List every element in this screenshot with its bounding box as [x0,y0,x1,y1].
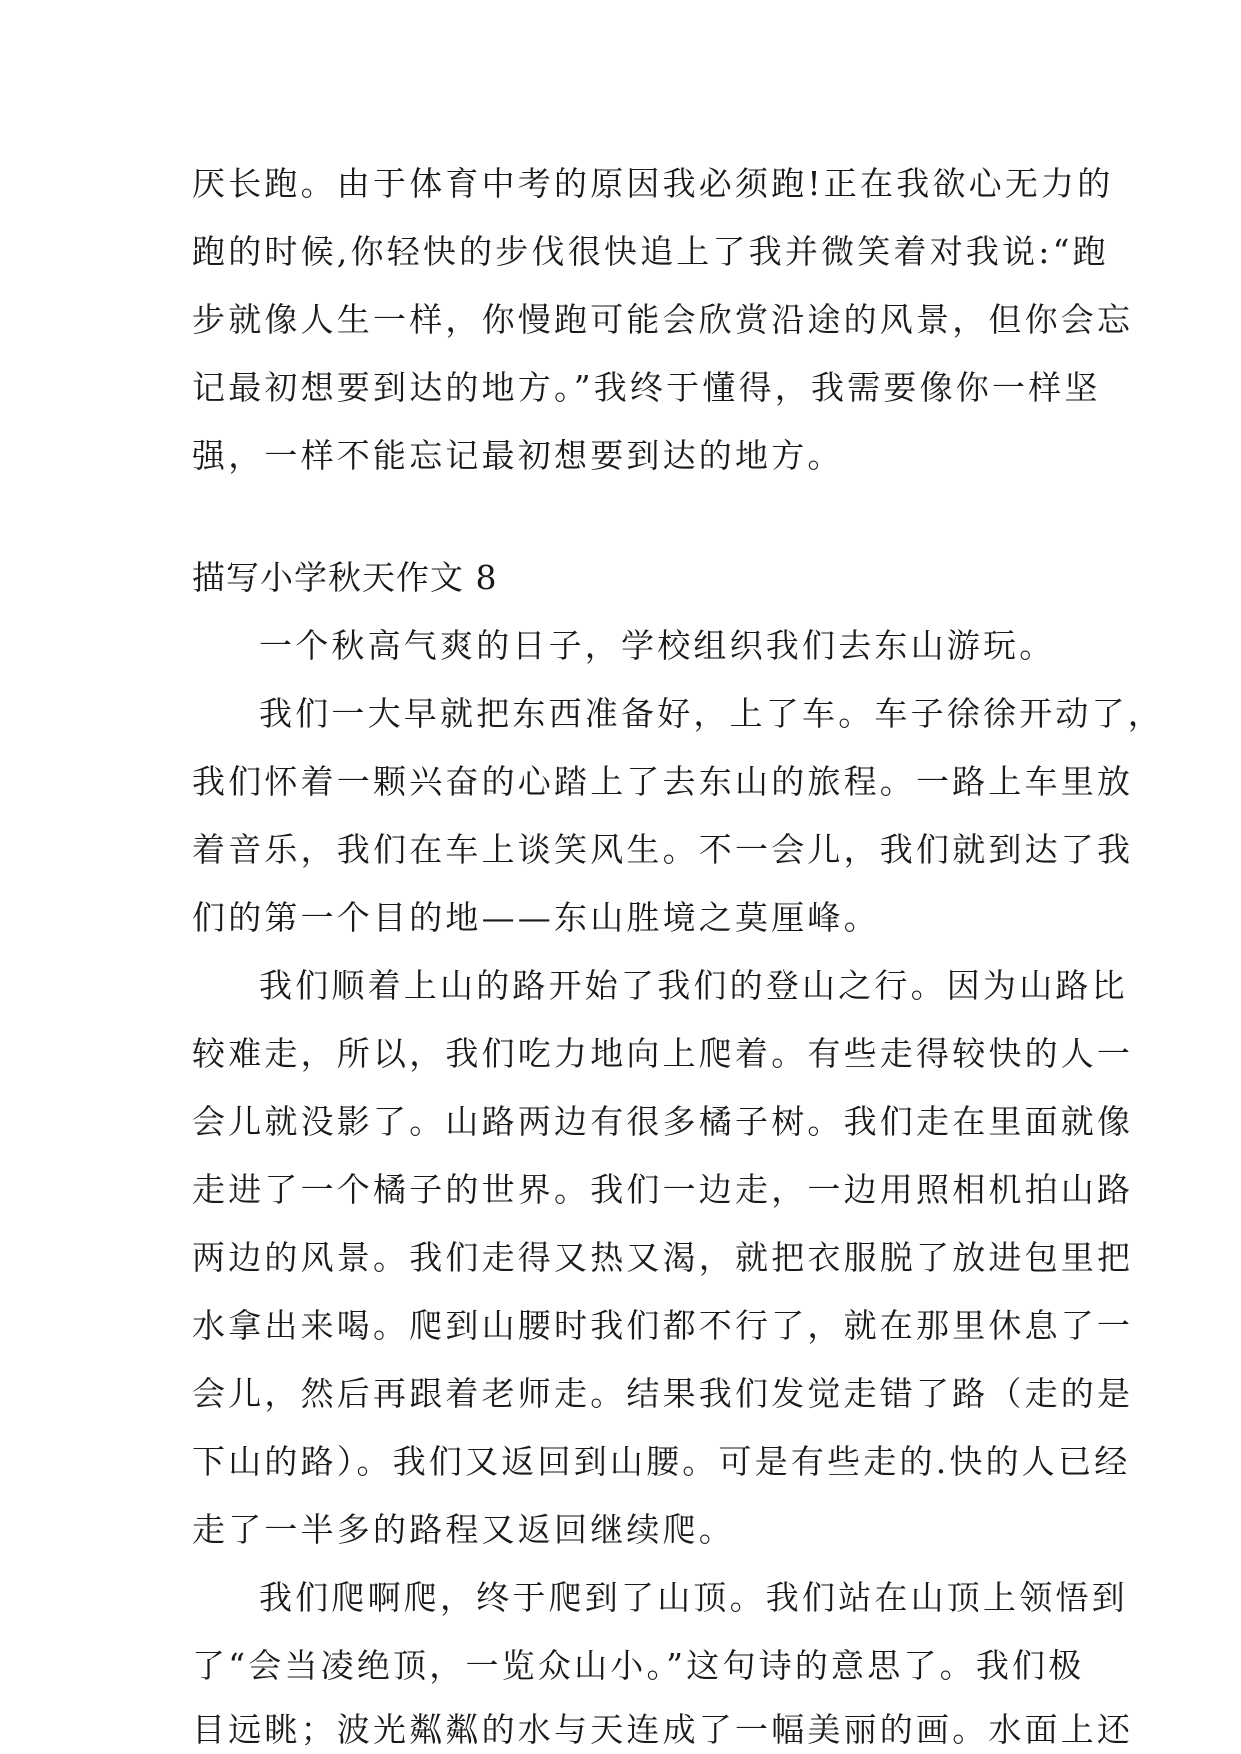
text-line: 两边的风景。我们走得又热又渴，就把衣服脱了放进包里把 [192,1238,1134,1277]
text-line: 跑的时候,你轻快的步伐很快追上了我并微笑着对我说:“跑 [192,232,1109,271]
text-line: 会儿就没影了。山路两边有很多橘子树。我们走在里面就像 [192,1102,1134,1141]
text-line: 们的第一个目的地——东山胜境之莫厘峰。 [192,898,880,937]
text-line: 步就像人生一样，你慢跑可能会欣赏沿途的风景，但你会忘 [192,300,1134,339]
text-line: 我们怀着一颗兴奋的心踏上了去东山的旅程。一路上车里放 [192,762,1134,801]
text-line: 我们爬啊爬，终于爬到了山顶。我们站在山顶上领悟到 [259,1578,1128,1617]
text-line: 了“会当凌绝顶，一览众山小。”这句诗的意思了。我们极 [192,1646,1085,1685]
text-line: 下山的路）。我们又返回到山腰。可是有些走的.快的人已经 [192,1442,1131,1481]
text-line: 记最初想要到达的地方。”我终于懂得，我需要像你一样坚 [192,368,1101,407]
text-line: 一个秋高气爽的日子，学校组织我们去东山游玩。 [259,626,1056,665]
text-line: 目远眺；波光粼粼的水与天连成了一幅美丽的画。水面上还 [192,1710,1134,1749]
text-line: 走进了一个橘子的世界。我们一边走，一边用照相机拍山路 [192,1170,1134,1209]
text-line: 强，一样不能忘记最初想要到达的地方。 [192,436,844,475]
text-line: 我们顺着上山的路开始了我们的登山之行。因为山路比 [259,966,1128,1005]
text-line: 会儿，然后再跟着老师走。结果我们发觉走错了路（走的是 [192,1374,1134,1413]
text-line: 我们一大早就把东西准备好，上了车。车子徐徐开动了， [259,694,1164,733]
text-line: 厌长跑。由于体育中考的原因我必须跑!正在我欲心无力的 [192,164,1114,203]
text-line: 着音乐，我们在车上谈笑风生。不一会儿，我们就到达了我 [192,830,1134,869]
text-line: 水拿出来喝。爬到山腰时我们都不行了，就在那里休息了一 [192,1306,1134,1345]
section-heading: 描写小学秋天作文 8 [192,558,498,597]
text-line: 走了一半多的路程又返回继续爬。 [192,1510,735,1549]
text-line: 较难走，所以，我们吃力地向上爬着。有些走得较快的人一 [192,1034,1134,1073]
